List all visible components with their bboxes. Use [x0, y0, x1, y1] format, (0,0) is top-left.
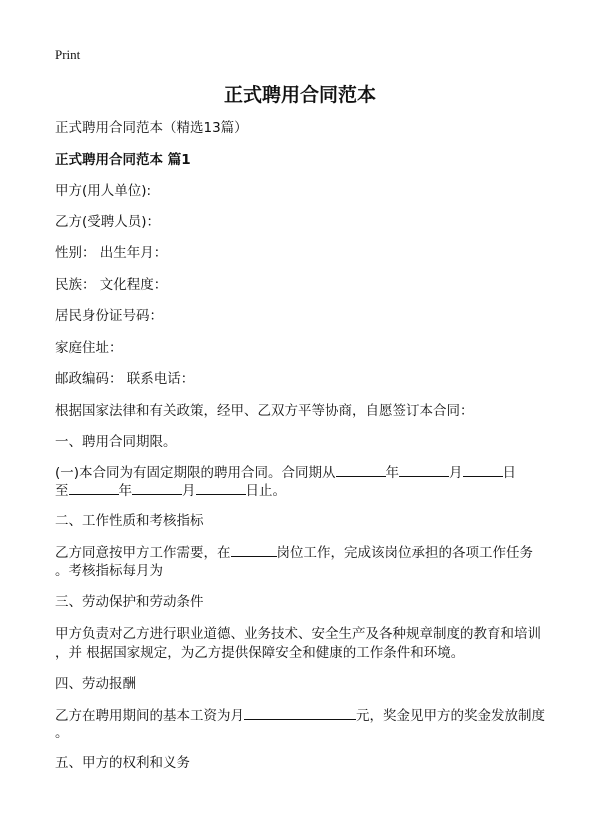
blank-end-day: [196, 480, 246, 495]
section3-line2: ，并 根据国家规定，为乙方提供保障安全和健康的工作条件和环境。: [55, 645, 465, 661]
contract-intro: 根据国家法律和有关政策，经甲、乙双方平等协商，自愿签订本合同：: [55, 403, 474, 419]
section2-heading: 二、工作性质和考核指标: [55, 513, 204, 529]
field-ethnicity-education: 民族： 文化程度：: [55, 277, 168, 293]
field-address: 家庭住址：: [55, 340, 123, 356]
document-title: 正式聘用合同范本: [223, 84, 376, 106]
section4-line2: 。: [55, 725, 69, 741]
section4-line1-text-b: 元，奖金见甲方的奖金发放制度: [356, 708, 545, 724]
blank-start-month: [399, 462, 449, 477]
field-employer: 甲方(用人单位):: [55, 183, 152, 199]
blank-position: [231, 542, 277, 557]
label-year: 年: [385, 465, 400, 481]
section2-line1-text-a: 乙方同意按甲方工作需要，在: [55, 545, 231, 561]
section4-heading: 四、劳动报酬: [55, 676, 136, 692]
blank-end-month: [132, 480, 182, 495]
section2-line1-text-b: 岗位工作，完成该岗位承担的各项工作任务: [276, 545, 533, 561]
section2-line2: 。考核指标每月为: [55, 563, 163, 579]
blank-start-year: [336, 462, 386, 477]
section3-heading: 三、劳动保护和劳动条件: [55, 594, 204, 610]
label-day: 日: [502, 465, 517, 481]
field-employee: 乙方(受聘人员)：: [55, 214, 161, 230]
field-postcode-phone: 邮政编码： 联系电话：: [55, 371, 195, 387]
field-id-number: 居民身份证号码：: [55, 308, 163, 324]
section1-line1-text: (一)本合同为有固定期限的聘用合同。合同期从: [55, 465, 336, 481]
section2-line1: [55, 542, 555, 563]
print-label: Print: [55, 47, 81, 62]
document-subtitle: 正式聘用合同范本（精选13篇）: [55, 120, 248, 136]
section1-heading: 一、聘用合同期限。: [55, 434, 177, 450]
section1-line2: [55, 480, 555, 501]
section4-line1-text-a: 乙方在聘用期间的基本工资为月: [55, 708, 244, 724]
blank-start-day: [463, 462, 503, 477]
blank-salary: [244, 705, 356, 720]
label-day-end: 日止。: [245, 483, 286, 499]
label-to: 至: [55, 483, 69, 499]
label-month: 月: [449, 465, 463, 481]
section3-line1: 甲方负责对乙方进行职业道德、业务技术、安全生产及各种规章制度的教育和培训: [55, 626, 541, 642]
section5-heading: 五、甲方的权利和义务: [55, 755, 190, 771]
label-month: 月: [182, 483, 196, 499]
label-year: 年: [118, 483, 132, 499]
section-heading: 正式聘用合同范本 篇1: [55, 152, 191, 168]
field-gender-birth: 性别： 出生年月：: [55, 245, 168, 261]
blank-end-year: [69, 480, 119, 495]
